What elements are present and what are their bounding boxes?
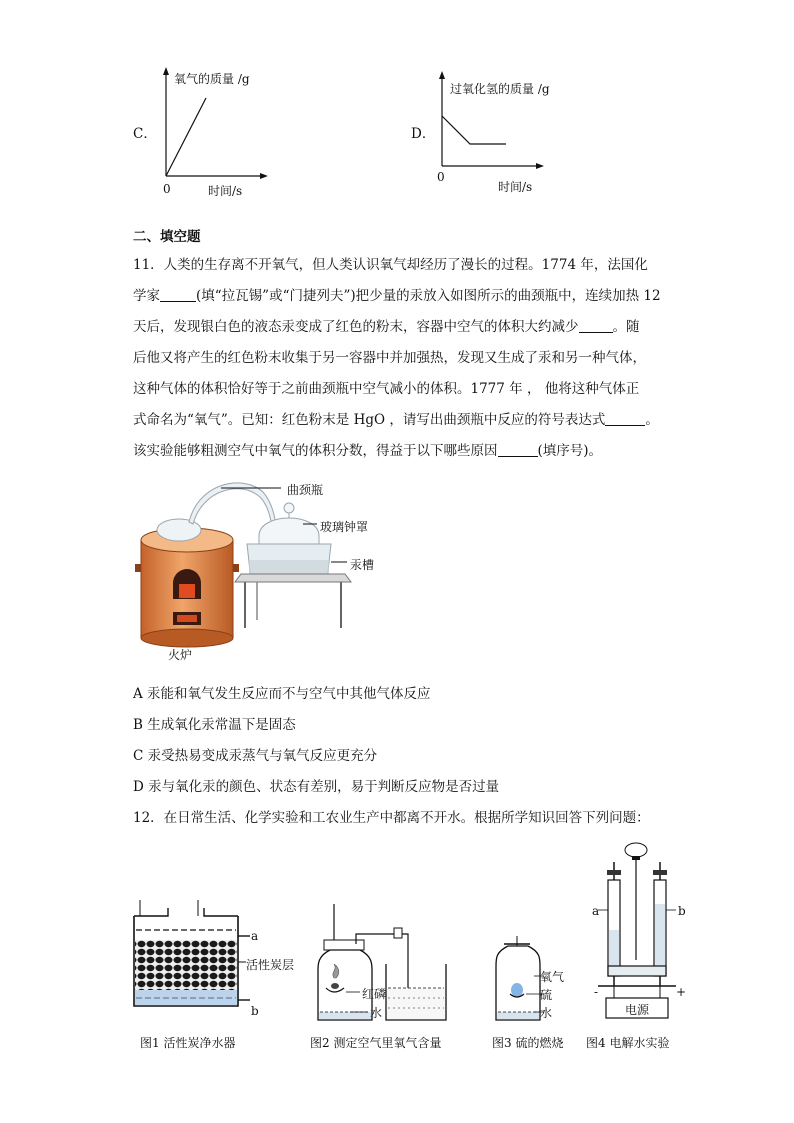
option-c: C 汞受热易变成汞蒸气与氧气反应更充分 [133,748,378,764]
fig2-label-phosphorus: 红磷 [362,987,387,1001]
answer-blank[interactable] [605,411,645,426]
answer-blank[interactable] [579,318,613,333]
q11-text: 学家 [133,288,160,304]
fig4-label-minus: - [594,985,599,999]
fig1-label-a: a [251,929,259,943]
furnace-bottom [141,629,233,647]
fire-icon [179,584,195,598]
fig4-label-power: 电源 [625,1003,650,1017]
q11-text: (填序号)。 [537,443,603,459]
answer-blank[interactable] [160,287,196,302]
graph-d-line [442,116,506,144]
fig4-caption: 图4 电解水实验 [586,1036,670,1050]
figure-1-carbon-purifier [128,900,253,1024]
furnace-vent-glow [177,615,197,622]
label-bell-jar: 玻璃钟罩 [320,520,369,534]
carbon-layer [135,940,237,990]
fig1-label-b: b [251,1004,259,1018]
bottle-water [497,1012,539,1019]
option-d-letter: D． [411,126,436,142]
fig4-label-plus: + [676,985,687,999]
q11-line-5: 这种气体的体积恰好等于之前曲颈瓶中空气减小的体积。1777 年 ， 他将这种气体正 [133,381,640,397]
q11-text: 。 [645,412,659,428]
fig1-label-carbon: 活性炭层 [246,958,295,972]
option-a: A 汞能和氧气发生反应而不与空气中其他气体反应 [133,686,431,702]
jar-water [319,1012,371,1019]
graph-d-ylabel: 过氧化氢的质量 /g [450,82,550,96]
red-phosphorus [331,983,339,989]
funnel-bulb [625,843,647,857]
q11-line-3 [133,312,673,343]
q11-line-2 [133,281,673,312]
graph-d-xlabel: 时间/s [498,180,533,194]
q11-text: 该实验能够粗测空气中氧气的体积分数，得益于以下哪些原因 [133,443,498,459]
fig3-label-sulfur: 硫 [540,988,553,1002]
graph-d-y-arrow [439,71,445,79]
question-11 [133,250,673,467]
right-tube-water [655,904,665,975]
blue-flame-icon [511,983,523,997]
answer-blank[interactable] [498,442,538,457]
option-c-letter: C． [133,126,157,142]
graph-c-y-arrow [163,67,169,75]
label-furnace: 火炉 [168,648,193,662]
funnel-valve [632,856,640,860]
fig3-caption: 图3 硫的燃烧 [492,1036,564,1050]
fig2-caption: 图2 测定空气里氧气含量 [310,1036,442,1050]
graph-c-x-arrow [260,173,268,179]
option-d: D 汞与氧化汞的颜色、状态有差别，易于判断反应物是否过量 [133,779,500,795]
gas-bottle [496,946,540,1020]
q11-line-1: 11．人类的生存离不开氧气，但人类认识氧气却经历了漫长的过程。1774 年，法国化 [133,257,648,273]
graph-c-ylabel: 氧气的质量 /g [174,72,250,86]
option-b: B 生成氧化汞常温下是固态 [133,717,296,733]
label-retort-flask: 曲颈瓶 [287,483,324,497]
q11-text: (填“拉瓦锡”或“门捷列夫”)把少量的汞放入如图所示的曲颈瓶中，连续加热 12 [196,288,661,304]
bell-jar-knob [284,503,294,513]
furnace-handle [233,564,239,572]
left-stopcock [607,870,621,875]
furnace-handle [135,564,141,572]
label-mercury-trough: 汞槽 [350,558,375,572]
fig3-label-oxygen: 氧气 [540,970,565,984]
retort-flask [157,519,201,541]
graph-c-xlabel: 时间/s [208,184,243,198]
q11-line-4: 后他又将产生的红色粉末收集于另一容器中并加强热，发现又生成了汞和另一种气体， [133,350,646,366]
graph-c-origin: 0 [163,182,171,196]
graph-c-line [166,98,206,176]
clamp-icon [394,928,402,938]
fig4-label-a: a [592,904,600,918]
fig4-label-b: b [678,904,686,918]
question-12: 12．在日常生活、化学实验和工农业生产中都离不开水。根据所学知识回答下列问题： [133,810,650,826]
right-stopcock [653,870,667,875]
q11-line-6 [133,405,673,436]
graph-d-x-arrow [536,163,544,169]
beaker-water [387,988,445,1019]
q11-text: 。随 [612,319,640,335]
graph-d-origin: 0 [437,170,445,184]
q11-text: 天后，发现银白色的液态汞变成了红色的粉末，容器中空气的体积大约减少 [133,319,579,335]
fig1-caption: 图1 活性炭净水器 [140,1036,236,1050]
section-title: 二、填空题 [133,229,201,245]
q11-line-7 [133,436,673,467]
q11-text: 式命名为“氧气”。已知：红色粉末是 HgO ，请写出曲颈瓶中反应的符号表达式 [133,412,606,428]
u-connector [608,966,666,976]
fig3-label-water: 水 [540,1006,553,1020]
stand-top [235,574,351,582]
stopper [324,940,364,950]
fig2-label-water: 水 [370,1006,383,1020]
